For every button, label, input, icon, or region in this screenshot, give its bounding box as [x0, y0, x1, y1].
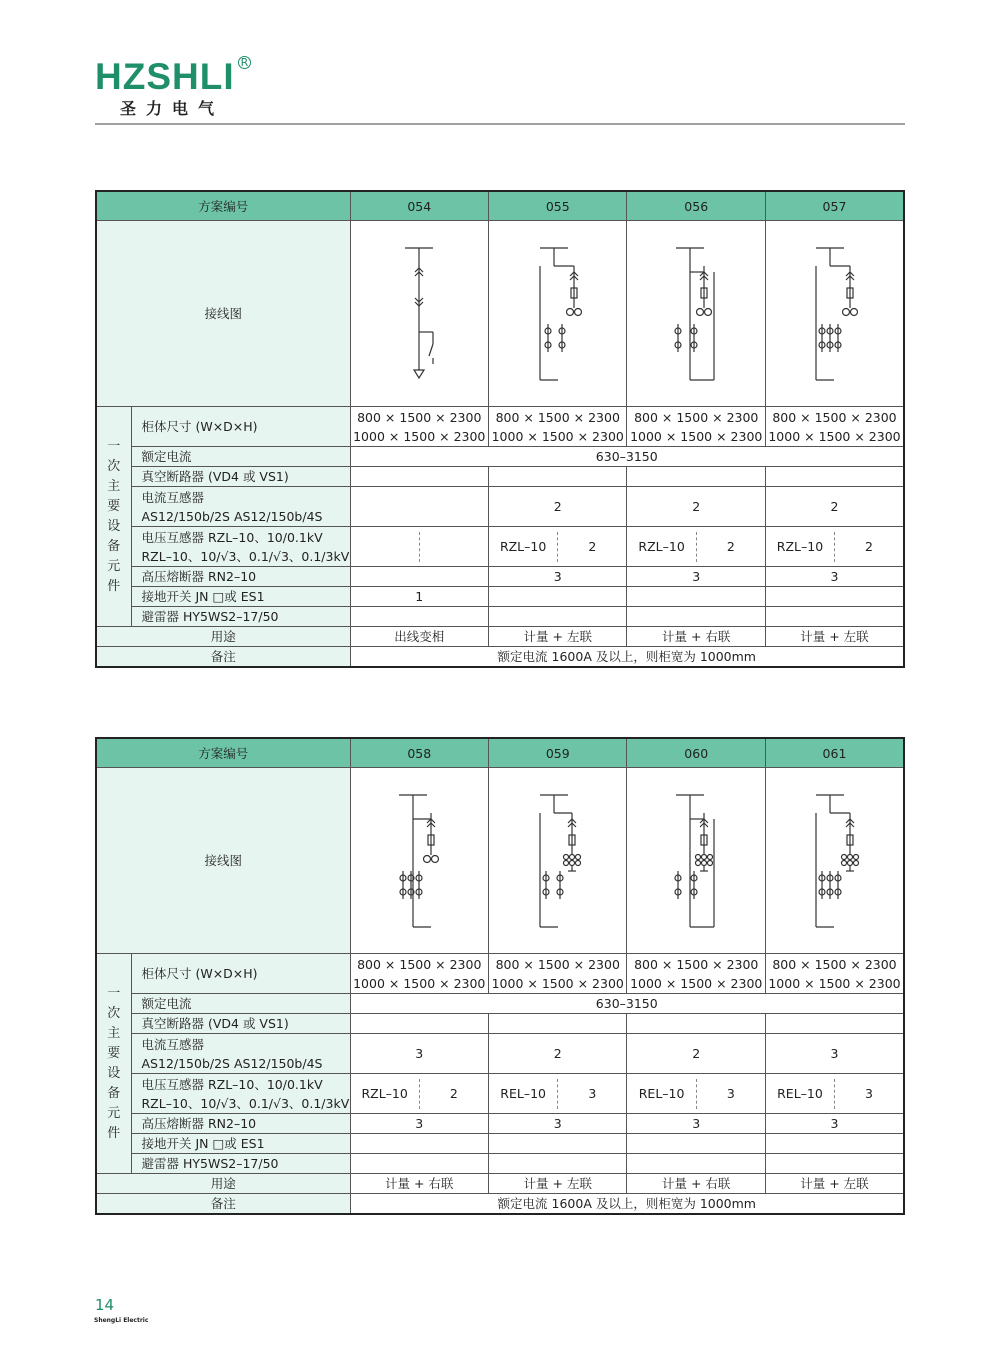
fuse-value — [350, 567, 488, 587]
arrester-value — [765, 1154, 904, 1174]
arrester-value — [350, 607, 488, 627]
arrester-value — [627, 607, 765, 627]
pt-value — [350, 527, 488, 567]
scheme-no: 055 — [489, 191, 627, 221]
cabinet-size-label: 柜体尺寸 (W×D×H) — [131, 954, 350, 994]
scheme-no: 060 — [627, 738, 765, 768]
usage-value: 计量 + 左联 — [765, 1174, 904, 1194]
primary-equipment-label: 一 次 主 要 设 备 元 件 — [96, 954, 131, 1174]
registered-mark-icon: R — [238, 56, 251, 69]
spec-table-1 — [95, 190, 905, 668]
wiring-label: 接线图 — [96, 768, 350, 954]
earth-switch-value — [489, 587, 627, 607]
ct-value: 2 — [489, 487, 627, 527]
fuse-value: 3 — [765, 1114, 904, 1134]
ct-value: 2 — [627, 1034, 765, 1074]
ct-label: 电流互感器 AS12/150b/2S AS12/150b/4S — [131, 1034, 350, 1074]
pt-value: RZL–10 2 — [765, 527, 904, 567]
primary-equipment-label: 一 次 主 要 设 备 元 件 — [96, 407, 131, 627]
wiring-diagram — [350, 221, 488, 407]
arrester-value — [489, 607, 627, 627]
footer-caption: ShengLi Electric — [94, 1317, 149, 1324]
arrester-value — [627, 1154, 765, 1174]
fuse-label: 高压熔断器 RN2–10 — [131, 567, 350, 587]
rated-current-label: 额定电流 — [131, 994, 350, 1014]
remark-value: 额定电流 1600A 及以上，则柜宽为 1000mm — [350, 1194, 904, 1215]
remark-value: 额定电流 1600A 及以上，则柜宽为 1000mm — [350, 647, 904, 668]
wiring-diagram — [627, 768, 765, 954]
vcb-value — [765, 1014, 904, 1034]
ct-value: 2 — [489, 1034, 627, 1074]
fuse-label: 高压熔断器 RN2–10 — [131, 1114, 350, 1134]
rated-current-label: 额定电流 — [131, 447, 350, 467]
wiring-diagram — [765, 221, 904, 407]
scheme-no: 059 — [489, 738, 627, 768]
earth-switch-value — [765, 1134, 904, 1154]
header-divider — [95, 123, 905, 125]
vcb-value — [627, 1014, 765, 1034]
fuse-value: 3 — [489, 567, 627, 587]
vcb-value — [489, 1014, 627, 1034]
ct-value: 3 — [765, 1034, 904, 1074]
scheme-no: 061 — [765, 738, 904, 768]
arrester-value — [489, 1154, 627, 1174]
vcb-value — [489, 467, 627, 487]
vcb-value — [350, 467, 488, 487]
earth-switch-value — [627, 587, 765, 607]
cabinet-size: 800 × 1500 × 2300 1000 × 1500 × 2300 — [627, 954, 765, 994]
ct-value: 3 — [350, 1034, 488, 1074]
schematic-061-icon — [804, 791, 864, 931]
earth-switch-value — [489, 1134, 627, 1154]
usage-label: 用途 — [96, 627, 350, 647]
usage-label: 用途 — [96, 1174, 350, 1194]
rated-current-value: 630–3150 — [350, 994, 904, 1014]
scheme-no: 058 — [350, 738, 488, 768]
scheme-no: 057 — [765, 191, 904, 221]
cabinet-size: 800 × 1500 × 2300 1000 × 1500 × 2300 — [627, 407, 765, 447]
cabinet-size: 800 × 1500 × 2300 1000 × 1500 × 2300 — [765, 954, 904, 994]
rated-current-value: 630–3150 — [350, 447, 904, 467]
fuse-value: 3 — [350, 1114, 488, 1134]
pt-value: REL–10 3 — [627, 1074, 765, 1114]
cabinet-size-label: 柜体尺寸 (W×D×H) — [131, 407, 350, 447]
usage-value: 计量 + 左联 — [765, 627, 904, 647]
pt-value: RZL–10 2 — [350, 1074, 488, 1114]
wiring-diagram — [350, 768, 488, 954]
arrester-label: 避雷器 HY5WS2–17/50 — [131, 607, 350, 627]
cabinet-size: 800 × 1500 × 2300 1000 × 1500 × 2300 — [765, 407, 904, 447]
pt-label: 电压互感器 RZL–10、10/0.1kV RZL–10、10/√3、0.1/√3、0.1/3kV — [131, 1074, 350, 1114]
schematic-059-icon — [528, 791, 588, 931]
usage-value: 计量 + 右联 — [627, 627, 765, 647]
vcb-value — [350, 1014, 488, 1034]
ct-value: 2 — [627, 487, 765, 527]
remark-label: 备注 — [96, 647, 350, 668]
wiring-diagram — [765, 768, 904, 954]
schematic-057-icon — [804, 244, 864, 384]
earth-switch-label: 接地开关 JN □或 ES1 — [131, 587, 350, 607]
schematic-054-icon — [389, 244, 449, 384]
fuse-value: 3 — [627, 1114, 765, 1134]
fuse-value: 3 — [489, 1114, 627, 1134]
vcb-label: 真空断路器 (VD4 或 VS1) — [131, 467, 350, 487]
earth-switch-label: 接地开关 JN □或 ES1 — [131, 1134, 350, 1154]
cabinet-size: 800 × 1500 × 2300 1000 × 1500 × 2300 — [489, 954, 627, 994]
schematic-055-icon — [528, 244, 588, 384]
vcb-value — [627, 467, 765, 487]
usage-value: 计量 + 左联 — [489, 1174, 627, 1194]
fuse-value: 3 — [765, 567, 904, 587]
usage-value: 计量 + 右联 — [350, 1174, 488, 1194]
wiring-diagram — [627, 221, 765, 407]
ct-value: 2 — [765, 487, 904, 527]
ct-label: 电流互感器 AS12/150b/2S AS12/150b/4S — [131, 487, 350, 527]
cabinet-size: 800 × 1500 × 2300 1000 × 1500 × 2300 — [489, 407, 627, 447]
cabinet-size: 800 × 1500 × 2300 1000 × 1500 × 2300 — [350, 954, 488, 994]
wiring-diagram — [489, 768, 627, 954]
scheme-no-label: 方案编号 — [96, 191, 350, 221]
arrester-value — [350, 1154, 488, 1174]
earth-switch-value — [627, 1134, 765, 1154]
earth-switch-value: 1 — [350, 587, 488, 607]
pt-label: 电压互感器 RZL–10、10/0.1kV RZL–10、10/√3、0.1/√3、0.1/3kV — [131, 527, 350, 567]
scheme-no: 056 — [627, 191, 765, 221]
pt-value: REL–10 3 — [765, 1074, 904, 1114]
vcb-label: 真空断路器 (VD4 或 VS1) — [131, 1014, 350, 1034]
wiring-label: 接线图 — [96, 221, 350, 407]
wiring-diagram — [489, 221, 627, 407]
fuse-value: 3 — [627, 567, 765, 587]
scheme-no-label: 方案编号 — [96, 738, 350, 768]
arrester-label: 避雷器 HY5WS2–17/50 — [131, 1154, 350, 1174]
pt-value: RZL–10 2 — [627, 527, 765, 567]
remark-label: 备注 — [96, 1194, 350, 1215]
usage-value: 计量 + 左联 — [489, 627, 627, 647]
brand-name: HZSHLI — [95, 56, 235, 97]
ct-value — [350, 487, 488, 527]
schematic-056-icon — [666, 244, 726, 384]
brand-logo — [95, 56, 249, 119]
spec-table-2 — [95, 737, 905, 1215]
vcb-value — [765, 467, 904, 487]
scheme-no: 054 — [350, 191, 488, 221]
page-number: 14 — [95, 1296, 115, 1314]
usage-value: 计量 + 右联 — [627, 1174, 765, 1194]
earth-switch-value — [350, 1134, 488, 1154]
earth-switch-value — [765, 587, 904, 607]
schematic-058-icon — [389, 791, 449, 931]
pt-value: RZL–10 2 — [489, 527, 627, 567]
usage-value: 出线变相 — [350, 627, 488, 647]
arrester-value — [765, 607, 904, 627]
brand-subtitle: 圣力电气 — [120, 99, 225, 118]
pt-value: REL–10 3 — [489, 1074, 627, 1114]
cabinet-size: 800 × 1500 × 2300 1000 × 1500 × 2300 — [350, 407, 488, 447]
schematic-060-icon — [666, 791, 726, 931]
